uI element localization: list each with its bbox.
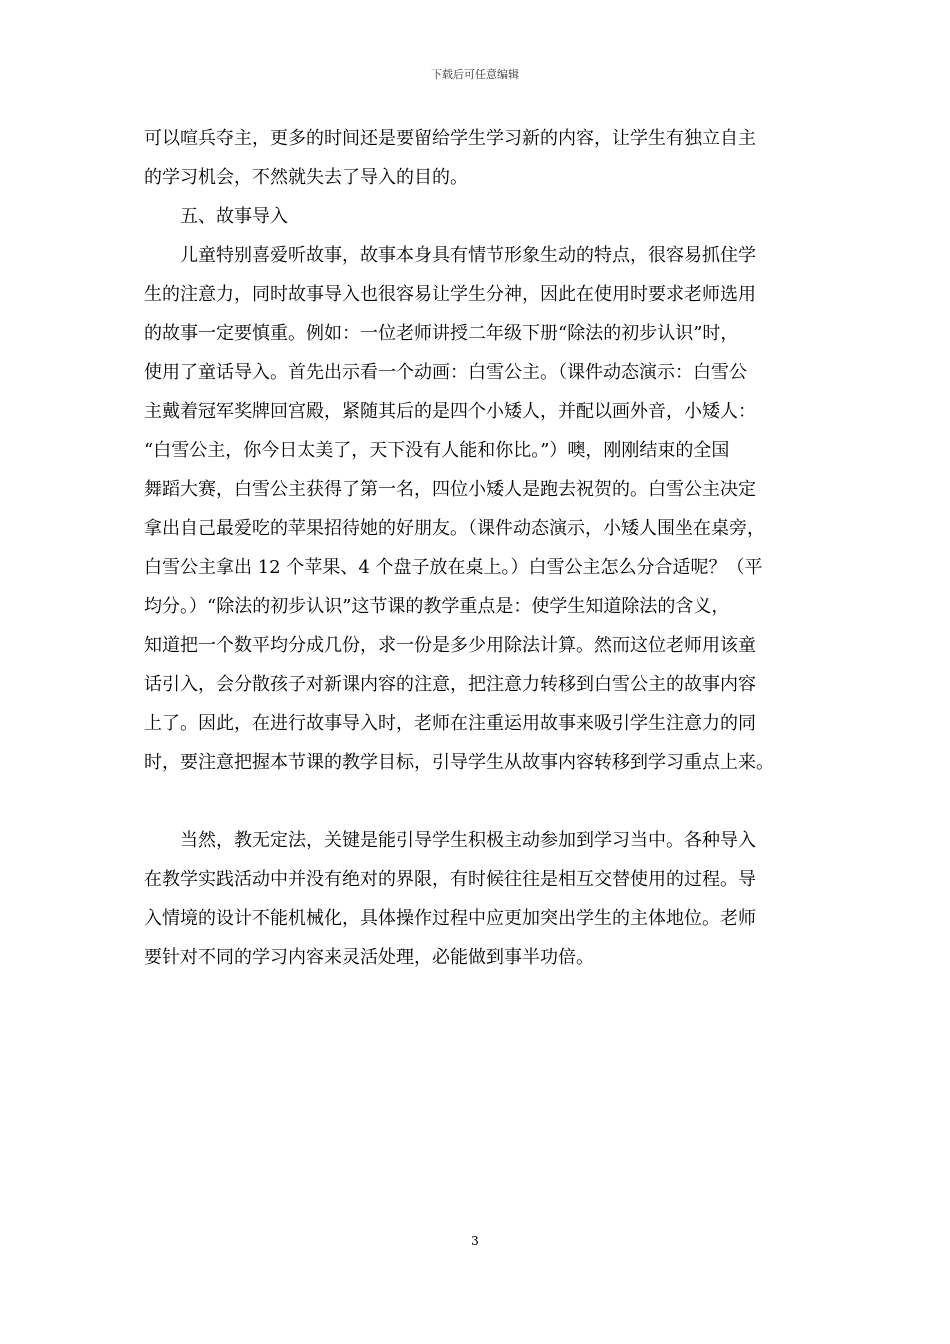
paragraph-line: 上了。因此，在进行故事导入时，老师在注重运用故事来吸引学生注意力的同 [144, 713, 756, 734]
paragraph-line: 的学习机会，不然就失去了导入的目的。 [144, 167, 468, 188]
paragraph-line: 舞蹈大赛，白雪公主获得了第一名，四位小矮人是跑去祝贺的。白雪公主决定 [144, 479, 756, 500]
page-header: 下载后可任意编辑 [431, 68, 519, 81]
paragraph-line: 可以喧兵夺主，更多的时间还是要留给学生学习新的内容，让学生有独立自主 [144, 128, 756, 149]
paragraph-line: 白雪公主拿出 12 个苹果、4 个盘子放在桌上。）白雪公主怎么分合适呢？（平 [144, 557, 763, 578]
section-heading: 五、故事导入 [180, 206, 288, 227]
paragraph-line: 均分。）“除法的初步认识”这节课的教学重点是：使学生知道除法的含义， [144, 596, 730, 617]
paragraph-line: 要针对不同的学习内容来灵活处理，必能做到事半功倍。 [144, 947, 594, 968]
paragraph-line: 使用了童话导入。首先出示看一个动画：白雪公主。（课件动态演示：白雪公 [144, 362, 747, 383]
paragraph-line: 入情境的设计不能机械化，具体操作过程中应更加突出学生的主体地位。老师 [144, 908, 756, 929]
paragraph-line: 知道把一个数平均分成几份，求一份是多少用除法计算。然而这位老师用该童 [144, 635, 756, 656]
page-number: 3 [471, 1234, 479, 1248]
paragraph-line: 的故事一定要慎重。例如：一位老师讲授二年级下册“除法的初步认识”时， [144, 323, 739, 344]
paragraph-line: 生的注意力，同时故事导入也很容易让学生分神，因此在使用时要求老师选用 [144, 284, 756, 305]
paragraph-line: 时，要注意把握本节课的教学目标，引导学生从故事内容转移到学习重点上来。 [144, 752, 774, 773]
paragraph-line: 当然，教无定法，关键是能引导学生积极主动参加到学习当中。各种导入 [180, 830, 756, 851]
paragraph-line: 在教学实践活动中并没有绝对的界限，有时候往往是相互交替使用的过程。导 [144, 869, 756, 890]
paragraph-line: 话引入，会分散孩子对新课内容的注意，把注意力转移到白雪公主的故事内容 [144, 674, 756, 695]
paragraph-line: 儿童特别喜爱听故事，故事本身具有情节形象生动的特点，很容易抓住学 [180, 245, 756, 266]
paragraph-line: 主戴着冠军奖牌回宫殿，紧随其后的是四个小矮人，并配以画外音，小矮人： [144, 401, 756, 422]
paragraph-line: “白雪公主，你今日太美了，天下没有人能和你比。”）噢，刚刚结束的全国 [144, 440, 730, 461]
paragraph-line: 拿出自己最爱吃的苹果招待她的好朋友。（课件动态演示，小矮人围坐在桌旁， [144, 518, 765, 539]
